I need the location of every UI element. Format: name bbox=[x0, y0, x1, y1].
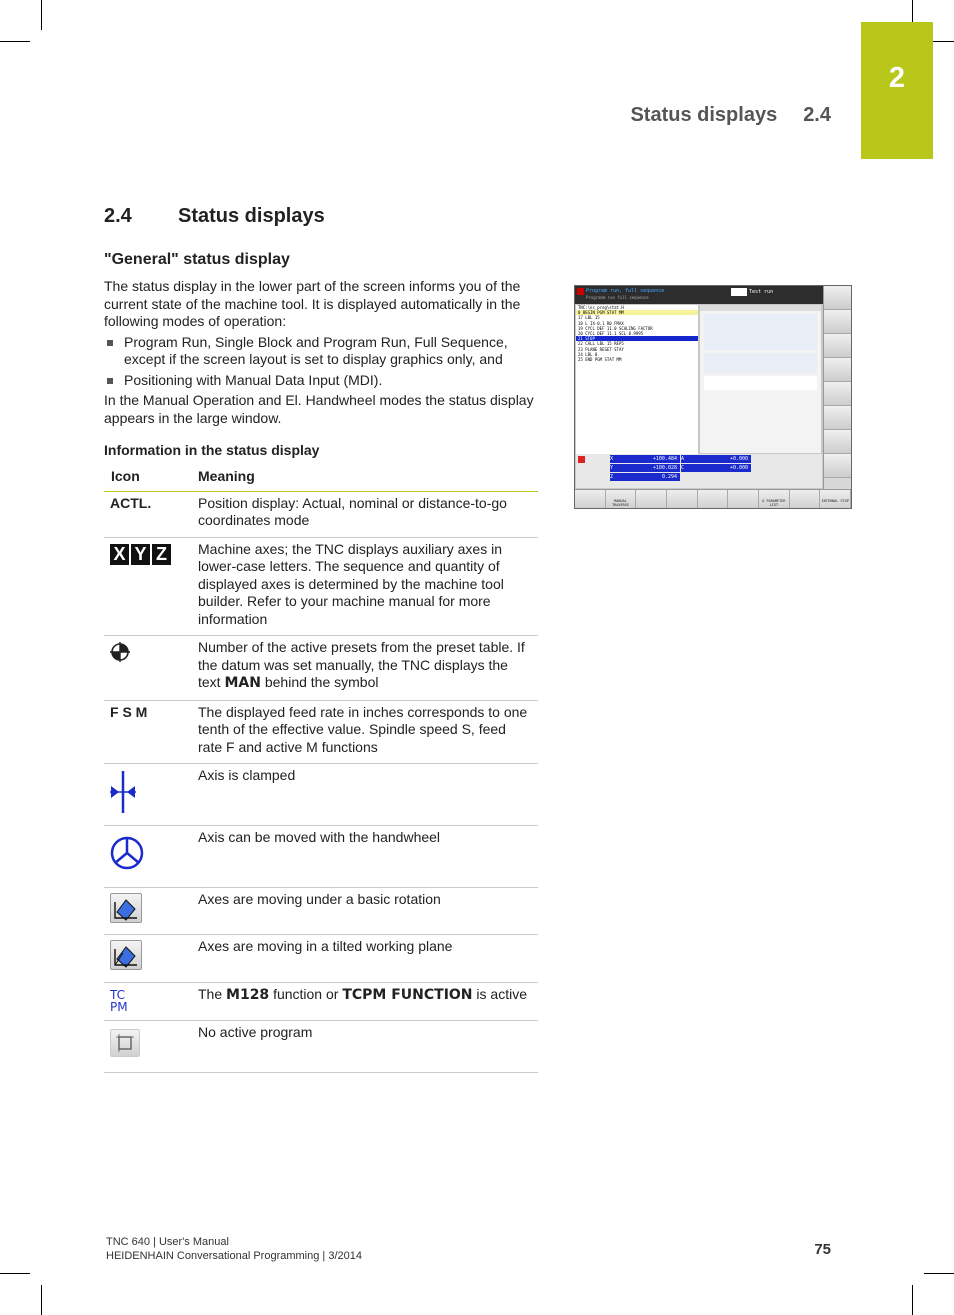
meaning-cell: No active program bbox=[191, 1020, 538, 1072]
col-header-icon: Icon bbox=[104, 463, 191, 491]
softkey[interactable] bbox=[575, 490, 606, 509]
meaning-cell: Position display: Actual, nominal or distance-to-go coordinates mode bbox=[191, 491, 538, 537]
softkey-manual-traverse[interactable]: MANUAL TRAVERSE bbox=[606, 490, 637, 509]
meaning-cell bbox=[191, 982, 538, 1020]
axis-value: +0.000 bbox=[729, 456, 748, 462]
program-line: 21 STOP bbox=[576, 336, 698, 341]
m128-keyword: M128 bbox=[226, 986, 270, 1003]
softkey[interactable] bbox=[698, 490, 729, 509]
meaning-cell: Axes are moving under a basic rotation bbox=[191, 887, 538, 935]
table-row bbox=[104, 982, 538, 1020]
screen-title-bar bbox=[575, 286, 823, 304]
table-row bbox=[104, 491, 538, 537]
vertical-softkey[interactable] bbox=[824, 454, 852, 478]
tcpm-icon bbox=[104, 982, 191, 1020]
program-line: 23 PLANE RESET STAY bbox=[578, 346, 624, 352]
meaning-cell: Axes are moving in a tilted working plane bbox=[191, 935, 538, 983]
program-line: 19 CYCL DEF 11.0 SCALING FACTOR bbox=[578, 325, 653, 331]
program-line: 24 LBL 0 bbox=[578, 351, 598, 357]
status-window bbox=[700, 305, 821, 453]
table-row bbox=[104, 700, 538, 764]
intro-paragraph-2: In the Manual Operation and El. Handwheel modes the status display appears in the large window. bbox=[104, 392, 534, 426]
section-title bbox=[104, 205, 325, 228]
running-header bbox=[630, 104, 831, 127]
axis-value: 0.294 bbox=[661, 474, 677, 480]
program-icon bbox=[731, 288, 747, 296]
mode-icon bbox=[577, 288, 584, 295]
softkey[interactable] bbox=[636, 490, 667, 509]
meaning-cell: Axis is clamped bbox=[191, 764, 538, 826]
table-row bbox=[104, 935, 538, 983]
table-row bbox=[104, 1020, 538, 1072]
list-item-text: Program Run, Single Block and Program Run, Full Sequence, except if the screen layout is set to display graphics only, and bbox=[124, 333, 508, 367]
axis-clamped-icon bbox=[110, 771, 136, 813]
list-item bbox=[104, 334, 546, 369]
program-window bbox=[576, 305, 698, 455]
axis-label: C bbox=[681, 465, 685, 471]
running-header-section: 2.4 bbox=[803, 104, 831, 126]
error-icon bbox=[578, 456, 585, 463]
man-keyword: MAN bbox=[224, 675, 261, 691]
handwheel-icon bbox=[110, 836, 144, 870]
footer bbox=[106, 1235, 362, 1263]
position-row bbox=[610, 464, 680, 472]
program-line: 20 CYCL DEF 11.1 SCL 0.9995 bbox=[578, 330, 644, 336]
footer-line: HEIDENHAIN Conversational Programming | 3/2014 bbox=[106, 1250, 362, 1262]
vertical-softkey[interactable] bbox=[824, 406, 852, 430]
table-row bbox=[104, 887, 538, 935]
no-program-icon bbox=[110, 1029, 140, 1057]
vertical-softkey[interactable] bbox=[824, 286, 852, 310]
axis-y-icon: Y bbox=[131, 544, 150, 565]
program-line: TNC:\nc_prog\stat.H bbox=[578, 305, 624, 310]
actl-label: ACTL. bbox=[104, 491, 191, 537]
meaning-text: behind the symbol bbox=[264, 674, 379, 690]
axis-z-icon: Z bbox=[152, 544, 171, 565]
meaning-cell: Axis can be moved with the handwheel bbox=[191, 825, 538, 887]
meaning-cell bbox=[191, 636, 538, 701]
vertical-softkey[interactable] bbox=[824, 310, 852, 334]
table-row bbox=[104, 764, 538, 826]
info-heading: Information in the status display bbox=[104, 442, 320, 458]
table-row bbox=[104, 537, 538, 636]
mode-title: Program run, full sequence bbox=[586, 288, 665, 294]
axis-value: +0.000 bbox=[729, 465, 748, 471]
footer-line: TNC 640 | User's Manual bbox=[106, 1236, 229, 1248]
axis-label: X bbox=[610, 456, 614, 462]
position-row bbox=[681, 455, 751, 463]
position-row bbox=[681, 464, 751, 472]
vertical-softkey[interactable] bbox=[824, 358, 852, 382]
tcpm-icon-line: TC bbox=[110, 987, 126, 1002]
subsection-title: "General" status display bbox=[104, 251, 290, 268]
meaning-text: function or bbox=[273, 985, 339, 1002]
mode-subtitle: Programm run full sequence bbox=[586, 295, 649, 300]
vertical-softkey[interactable] bbox=[824, 430, 852, 454]
tnc-screenshot bbox=[574, 285, 852, 509]
axis-label: A bbox=[681, 456, 685, 462]
axis-value: +100.028 bbox=[652, 465, 677, 471]
vertical-softkey[interactable] bbox=[824, 382, 852, 406]
chapter-number: 2 bbox=[888, 62, 906, 94]
axis-label: Y bbox=[610, 465, 614, 471]
axis-label: Z bbox=[610, 474, 614, 480]
intro-text bbox=[104, 278, 546, 427]
softkey[interactable] bbox=[728, 490, 759, 509]
basic-rotation-icon bbox=[110, 893, 142, 923]
program-line: 0 BEGIN PGM STAT MM bbox=[576, 310, 698, 315]
list-item bbox=[104, 372, 546, 390]
chapter-tab bbox=[861, 22, 933, 159]
status-table bbox=[104, 463, 538, 1073]
table-row bbox=[104, 825, 538, 887]
preset-icon bbox=[110, 642, 130, 662]
mode-list bbox=[104, 334, 546, 390]
meaning-text: Number of the active presets from the preset table. If the datum was set manually, the TNC displays the text bbox=[198, 639, 525, 690]
axes-icon bbox=[104, 537, 191, 636]
section-number: 2.4 bbox=[104, 205, 132, 227]
vertical-softkeys bbox=[823, 286, 852, 489]
test-run-tab: Test run bbox=[749, 289, 774, 295]
list-item-text: Positioning with Manual Data Input (MDI). bbox=[124, 371, 383, 388]
fsm-label: F S M bbox=[104, 700, 191, 764]
program-line: 25 END PGM STAT MM bbox=[578, 356, 622, 362]
softkey-bar bbox=[575, 489, 851, 509]
vertical-softkey[interactable] bbox=[824, 334, 852, 358]
axis-value: +100.484 bbox=[652, 456, 677, 462]
running-header-title: Status displays bbox=[630, 104, 778, 126]
meaning-text: is active bbox=[476, 985, 527, 1002]
position-row bbox=[610, 473, 680, 481]
program-line: 22 CALL LBL 15 REP5 bbox=[578, 341, 624, 347]
position-display bbox=[576, 454, 822, 488]
tilted-plane-icon bbox=[110, 940, 142, 970]
softkey[interactable] bbox=[667, 490, 698, 509]
axis-x-icon: X bbox=[110, 544, 129, 565]
tcpm-icon-line: PM bbox=[110, 999, 128, 1014]
softkey-q-parameter-list[interactable]: Q PARAMETER LIST bbox=[759, 490, 790, 509]
page-number: 75 bbox=[814, 1241, 831, 1258]
intro-paragraph-1: The status display in the lower part of the screen informs you of the current state of the machine tool. It is displayed automatically in the following modes of operation: bbox=[104, 278, 521, 329]
position-row bbox=[610, 455, 680, 463]
softkey-internal-stop[interactable]: INTERNAL STOP bbox=[820, 490, 851, 509]
softkey[interactable] bbox=[790, 490, 821, 509]
meaning-cell: Machine axes; the TNC displays auxiliary axes in lower-case letters. The sequence and quantity of displayed axes is determined by the machine tool builder. Refer to your machine manual for more information bbox=[191, 537, 538, 636]
meaning-text: The bbox=[198, 985, 223, 1002]
col-header-meaning: Meaning bbox=[191, 463, 538, 491]
tcpm-keyword: TCPM FUNCTION bbox=[342, 986, 473, 1003]
meaning-cell: The displayed feed rate in inches corresponds to one tenth of the effective value. Spindle speed S, feed rate F and active M functions bbox=[191, 700, 538, 764]
table-header-row bbox=[104, 463, 538, 491]
program-line: 18 L IX-0.1 R0 FMAX bbox=[578, 320, 624, 326]
table-row bbox=[104, 636, 538, 701]
section-title-text: Status displays bbox=[178, 205, 325, 227]
program-line: 17 LBL 15 bbox=[578, 315, 600, 321]
